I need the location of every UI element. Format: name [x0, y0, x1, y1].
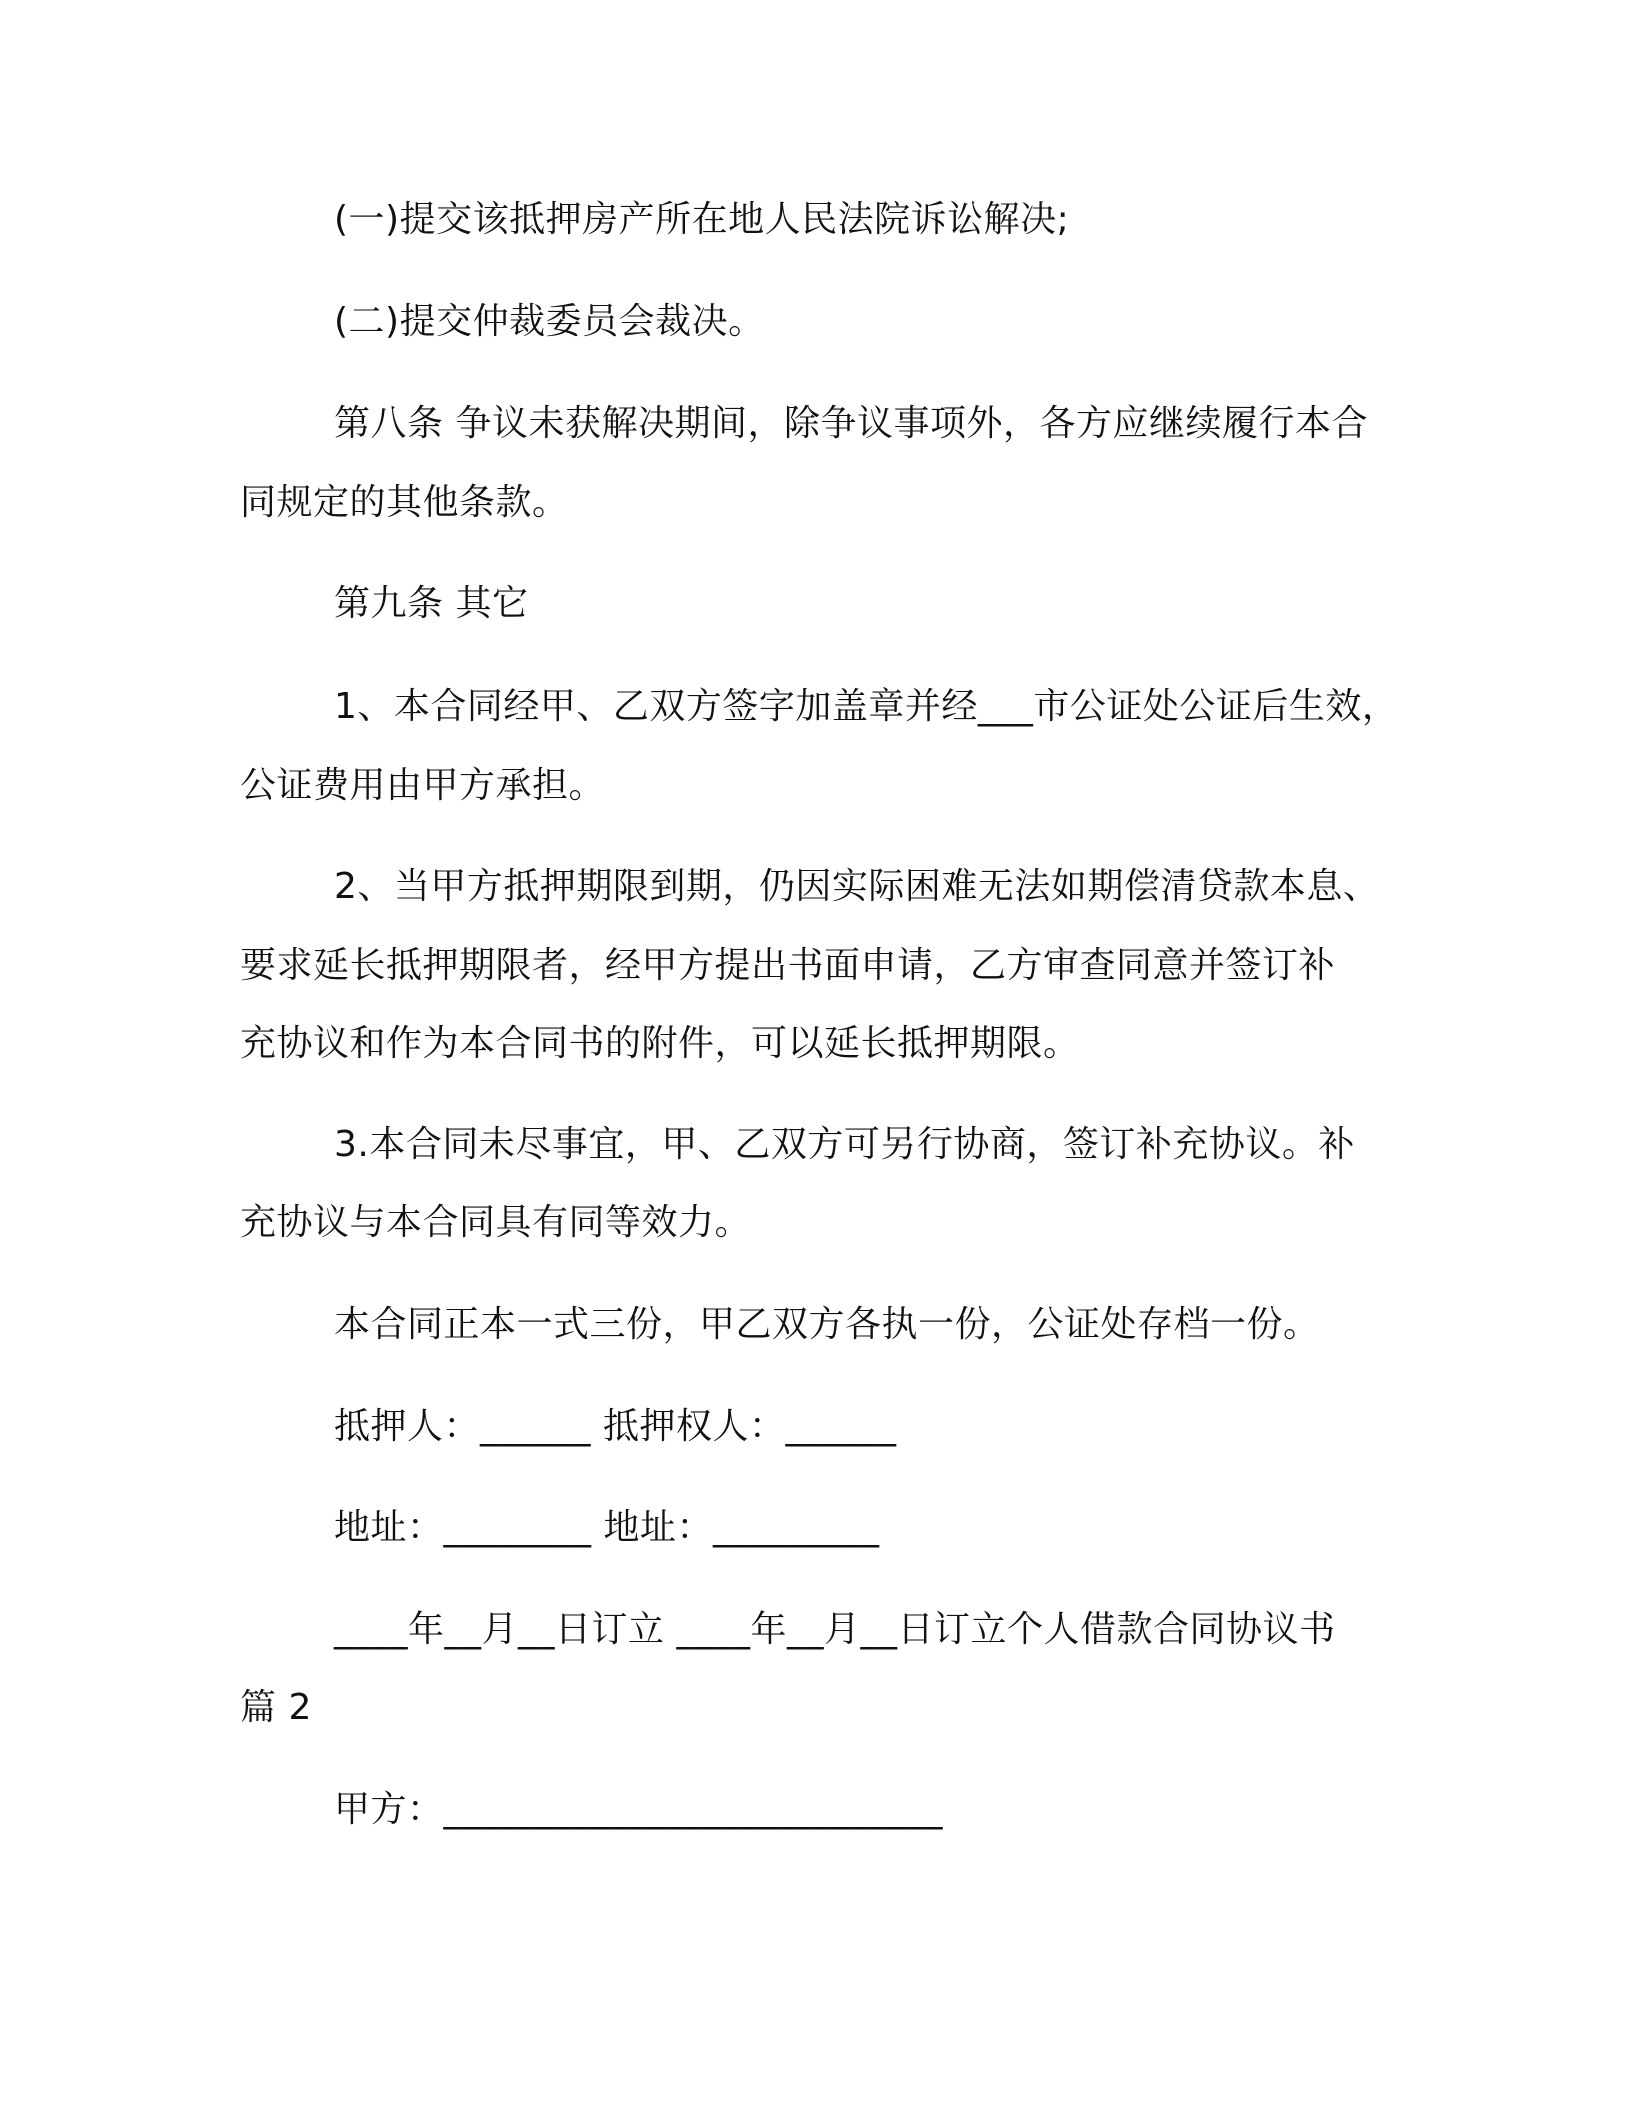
article-9-item-1-line-1: 1、本合同经甲、乙双方签字加盖章并经___市公证处公证后生效， — [334, 686, 1399, 727]
article-9-item-2-line-2: 要求延长抵押期限者，经甲方提出书面申请，乙方审查同意并签订补 — [240, 945, 1336, 986]
article-9-item-3-line-2: 充协议与本合同具有同等效力。 — [240, 1202, 752, 1243]
address-line: 地址：________ 地址：_________ — [334, 1507, 880, 1548]
clause-dispute-option-1: (一)提交该抵押房产所在地人民法院诉讼解决; — [334, 199, 1070, 240]
date-line: ____年__月__日订立 ____年__月__日订立个人借款合同协议书 — [334, 1609, 1336, 1650]
article-9-item-3-line-1: 3.本合同未尽事宜，甲、乙双方可另行协商，签订补充协议。补 — [334, 1124, 1355, 1165]
article-9-heading: 第九条 其它 — [334, 583, 529, 624]
article-9-item-2-line-3: 充协议和作为本合同书的附件，可以延长抵押期限。 — [240, 1023, 1080, 1064]
signature-parties-line: 抵押人：______ 抵押权人：______ — [334, 1406, 897, 1447]
section-2-heading: 篇 2 — [240, 1687, 312, 1728]
copies-clause: 本合同正本一式三份，甲乙双方各执一份，公证处存档一份。 — [334, 1304, 1320, 1345]
article-8-line-2: 同规定的其他条款。 — [240, 482, 569, 523]
clause-dispute-option-2: (二)提交仲裁委员会裁决。 — [334, 301, 765, 342]
party-a-line: 甲方：___________________________ — [334, 1789, 944, 1830]
article-9-item-1-line-2: 公证费用由甲方承担。 — [240, 765, 606, 806]
article-8-line-1: 第八条 争议未获解决期间，除争议事项外，各方应继续履行本合 — [334, 403, 1368, 444]
article-9-item-2-line-1: 2、当甲方抵押期限到期，仍因实际困难无法如期偿清贷款本息、 — [334, 866, 1380, 907]
